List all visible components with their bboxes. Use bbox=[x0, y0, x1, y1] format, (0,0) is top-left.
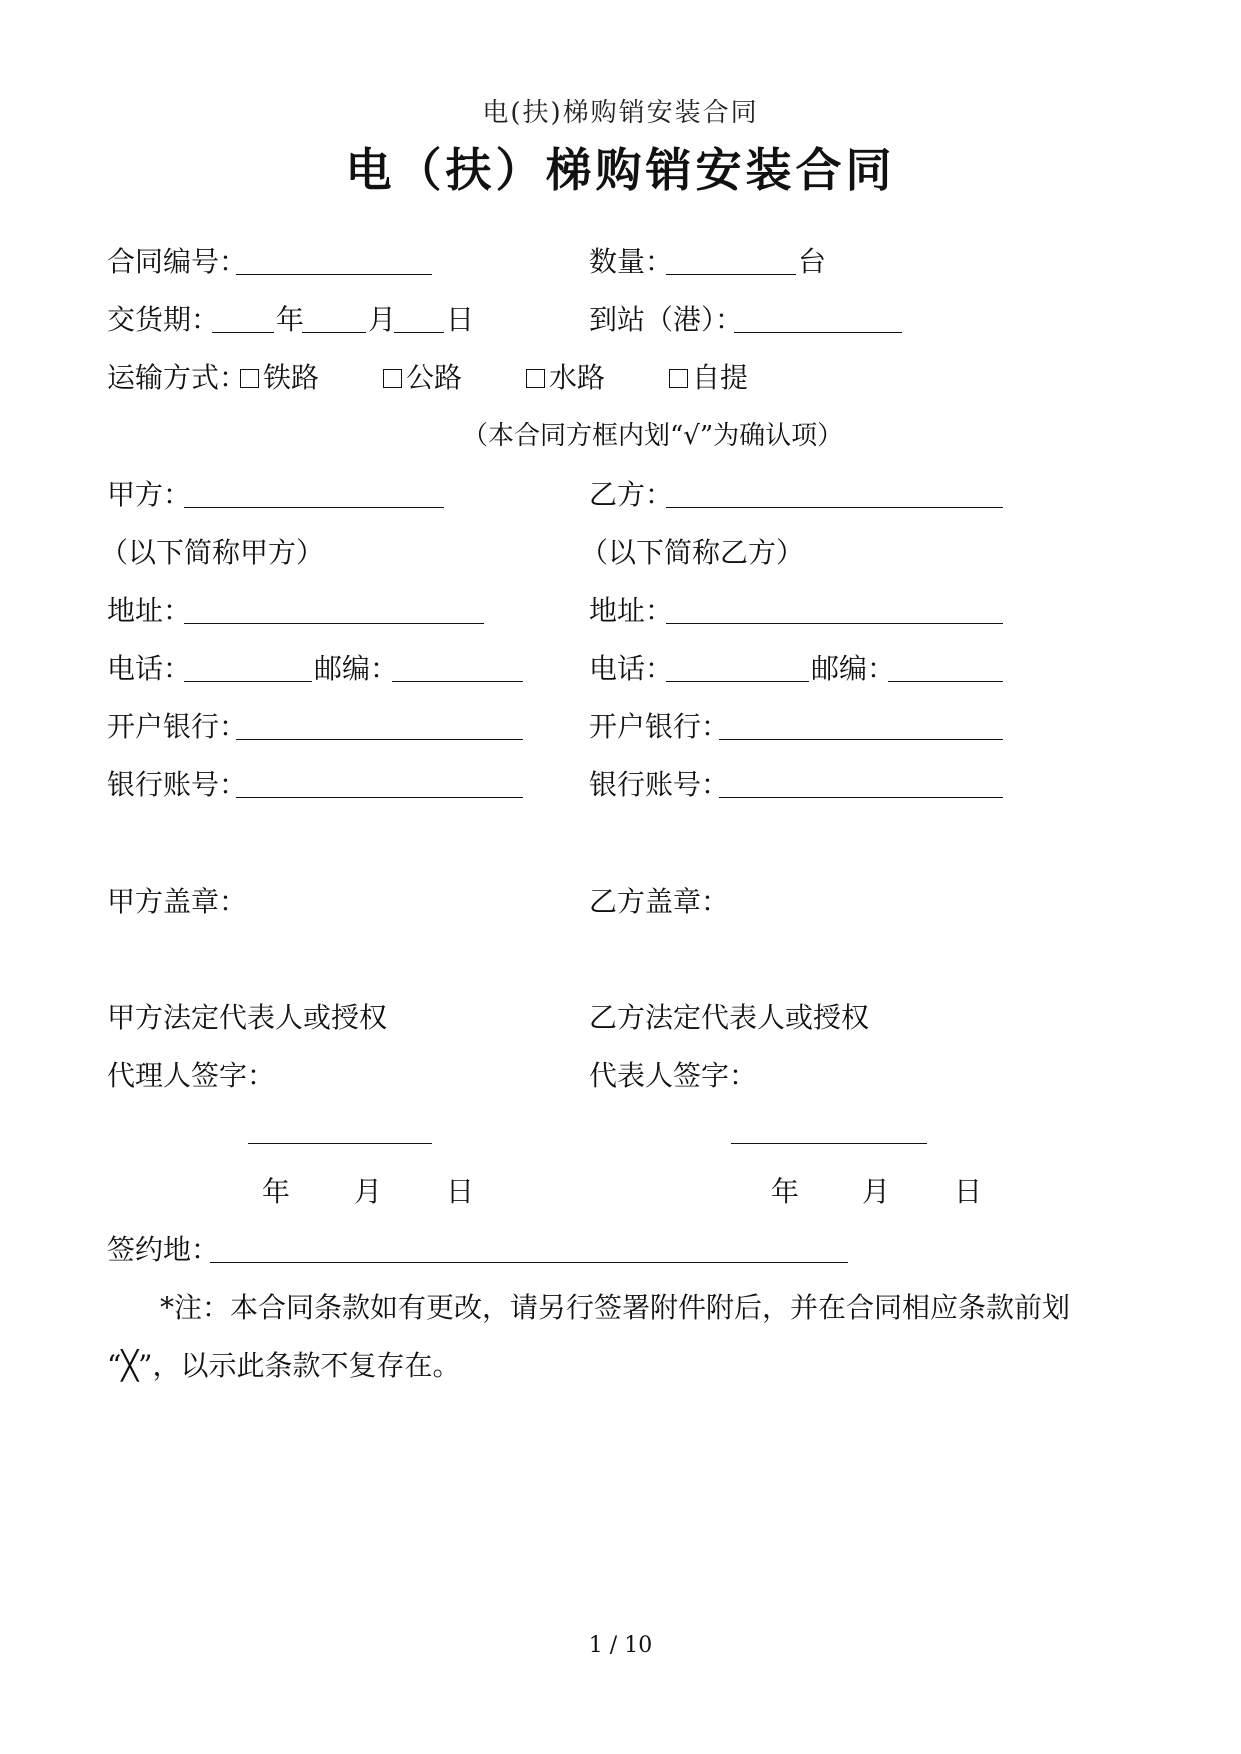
transport-option-self-pickup[interactable]: 自提 bbox=[669, 361, 748, 395]
party-a-seal-label: 甲方盖章： bbox=[107, 885, 248, 918]
confirm-note: （本合同方框内划“√”为确认项） bbox=[462, 421, 844, 451]
party-b-sign-month-label: 月 bbox=[862, 1175, 891, 1208]
quantity-unit: 台 bbox=[798, 245, 827, 278]
party-a-postcode-field[interactable] bbox=[392, 681, 523, 682]
document-title: 电（扶）梯购销安装合同 bbox=[345, 143, 896, 197]
party-a-bank-label: 开户银行： bbox=[107, 710, 248, 743]
party-a-address-label: 地址： bbox=[107, 594, 192, 627]
party-b-bank-label: 开户银行： bbox=[589, 710, 730, 743]
signing-place-label: 签约地： bbox=[107, 1233, 220, 1266]
amendment-note-line-2: “╳”，以示此条款不复存在。 bbox=[107, 1349, 461, 1382]
party-a-sign-month-label: 月 bbox=[354, 1175, 383, 1208]
party-a-label: 甲方： bbox=[107, 478, 192, 511]
party-a-name-field[interactable] bbox=[184, 507, 444, 508]
quantity-label: 数量： bbox=[589, 245, 674, 278]
party-b-sign-year-label: 年 bbox=[771, 1175, 800, 1208]
party-b-address-field[interactable] bbox=[666, 623, 1003, 624]
delivery-day-field[interactable] bbox=[394, 332, 444, 333]
transport-option-water[interactable]: 水路 bbox=[526, 361, 605, 395]
delivery-year-label: 年 bbox=[276, 303, 305, 336]
party-a-account-field[interactable] bbox=[236, 797, 523, 798]
party-b-postcode-label: 邮编： bbox=[811, 652, 896, 685]
delivery-year-field[interactable] bbox=[212, 332, 274, 333]
party-b-account-label: 银行账号： bbox=[589, 768, 730, 801]
delivery-month-field[interactable] bbox=[302, 332, 366, 333]
party-b-name-field[interactable] bbox=[666, 507, 1003, 508]
signing-place-field[interactable] bbox=[210, 1262, 848, 1263]
delivery-label: 交货期： bbox=[107, 303, 220, 336]
party-b-address-label: 地址： bbox=[589, 594, 674, 627]
transport-option-road[interactable]: 公路 bbox=[383, 361, 462, 395]
party-b-account-field[interactable] bbox=[719, 797, 1003, 798]
quantity-field[interactable] bbox=[666, 274, 796, 275]
party-a-sign-year-label: 年 bbox=[262, 1175, 291, 1208]
party-b-seal-label: 乙方盖章： bbox=[589, 885, 730, 918]
party-a-sign-day-label: 日 bbox=[446, 1175, 475, 1208]
party-b-rep-label-2: 代表人签字： bbox=[589, 1059, 758, 1092]
transport-option-rail[interactable]: 铁路 bbox=[240, 361, 319, 395]
party-b-signature-line[interactable] bbox=[731, 1143, 927, 1144]
party-a-rep-label-1: 甲方法定代表人或授权 bbox=[107, 1001, 388, 1034]
party-a-signature-line[interactable] bbox=[248, 1143, 432, 1144]
party-b-bank-field[interactable] bbox=[719, 739, 1003, 740]
amendment-note-line-1: *注：本合同条款如有更改，请另行签署附件附后，并在合同相应条款前划 bbox=[160, 1291, 1071, 1324]
party-b-sign-day-label: 日 bbox=[954, 1175, 983, 1208]
transport-label: 运输方式： bbox=[107, 361, 248, 394]
party-b-postcode-field[interactable] bbox=[888, 681, 1003, 682]
contract-no-field[interactable] bbox=[236, 274, 432, 275]
party-a-account-label: 银行账号： bbox=[107, 768, 248, 801]
arrival-field[interactable] bbox=[734, 332, 902, 333]
party-a-postcode-label: 邮编： bbox=[314, 652, 399, 685]
party-a-abbrev: （以下简称甲方） bbox=[100, 536, 325, 569]
party-a-phone-field[interactable] bbox=[184, 681, 312, 682]
page-number: 1 / 10 bbox=[588, 1633, 653, 1658]
party-a-bank-field[interactable] bbox=[236, 739, 523, 740]
party-a-rep-label-2: 代理人签字： bbox=[107, 1059, 276, 1092]
party-b-phone-label: 电话： bbox=[589, 652, 674, 685]
checkbox-icon[interactable] bbox=[526, 369, 545, 388]
party-b-phone-field[interactable] bbox=[666, 681, 809, 682]
contract-no-label: 合同编号： bbox=[107, 245, 248, 278]
party-b-label: 乙方： bbox=[589, 478, 674, 511]
checkbox-icon[interactable] bbox=[669, 369, 688, 388]
party-a-phone-label: 电话： bbox=[107, 652, 192, 685]
checkbox-icon[interactable] bbox=[240, 369, 259, 388]
delivery-day-label: 日 bbox=[446, 303, 475, 336]
delivery-month-label: 月 bbox=[368, 303, 397, 336]
checkbox-icon[interactable] bbox=[383, 369, 402, 388]
running-header: 电(扶)梯购销安装合同 bbox=[482, 98, 759, 128]
arrival-label: 到站（港）： bbox=[589, 303, 744, 336]
party-b-rep-label-1: 乙方法定代表人或授权 bbox=[589, 1001, 870, 1034]
party-b-abbrev: （以下简称乙方） bbox=[580, 536, 805, 569]
party-a-address-field[interactable] bbox=[184, 623, 484, 624]
